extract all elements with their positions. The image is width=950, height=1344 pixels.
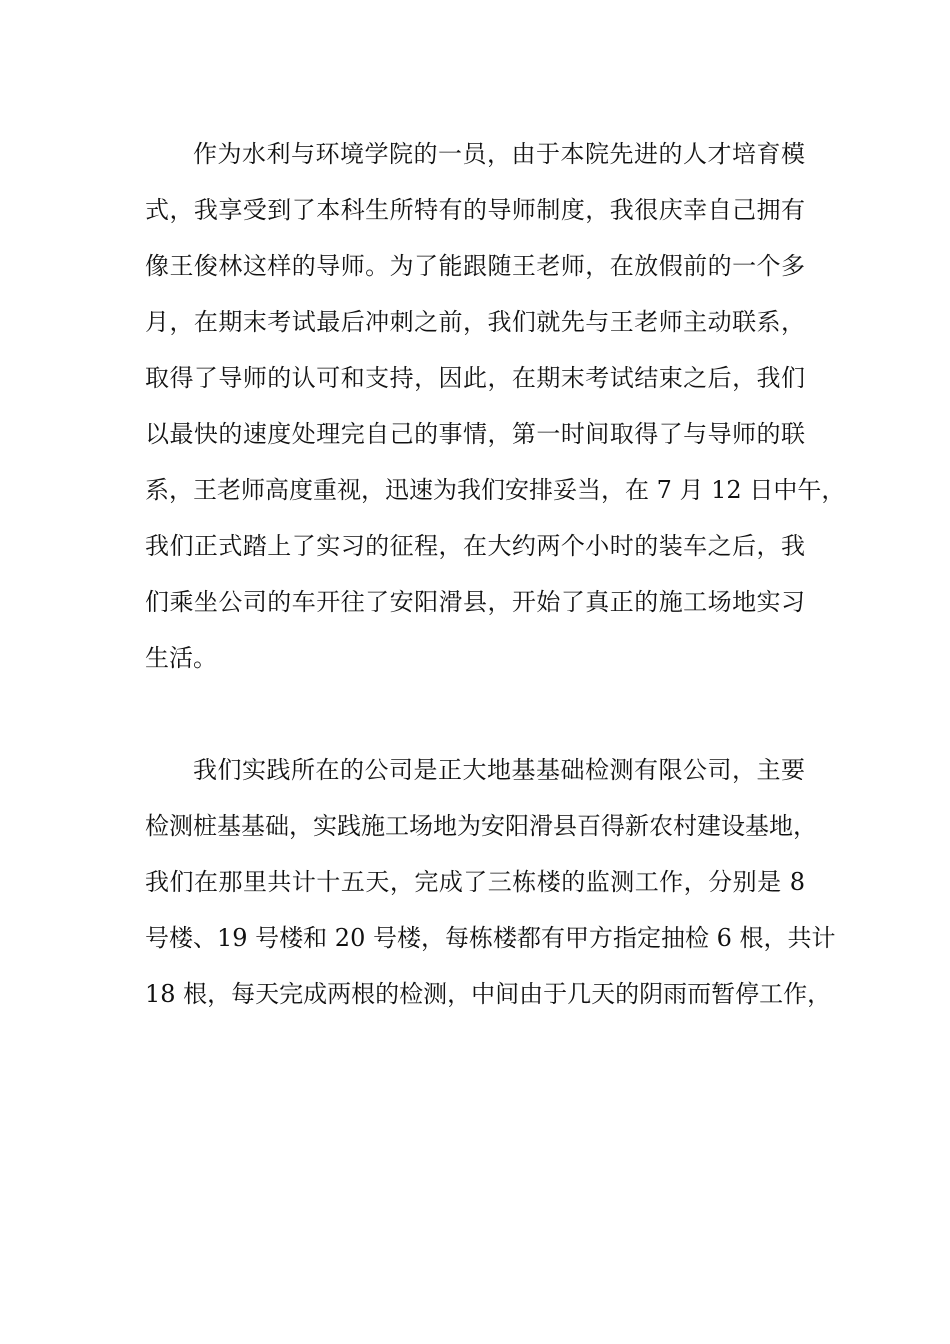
text-line: 式，我享受到了本科生所特有的导师制度，我很庆幸自己拥有 <box>145 196 805 224</box>
text-line: 我们在那里共计十五天，完成了三栋楼的监测工作，分别是 8 <box>145 868 805 896</box>
text-line: 18 根，每天完成两根的检测，中间由于几天的阴雨而暂停工作， <box>145 980 832 1008</box>
text-line: 我们实践所在的公司是正大地基基础检测有限公司，主要 <box>193 756 805 784</box>
text-line: 我们正式踏上了实习的征程，在大约两个小时的装车之后，我 <box>145 532 805 560</box>
text-line: 检测桩基基础，实践施工场地为安阳滑县百得新农村建设基地， <box>145 812 817 840</box>
text-line: 取得了导师的认可和支持，因此，在期末考试结束之后，我们 <box>145 364 805 392</box>
text-line: 系，王老师高度重视，迅速为我们安排妥当，在 7 月 12 日中午， <box>145 476 846 504</box>
text-line: 作为水利与环境学院的一员，由于本院先进的人才培育模 <box>193 140 805 168</box>
text-line: 月，在期末考试最后冲刺之前，我们就先与王老师主动联系， <box>145 308 805 336</box>
text-line: 生活。 <box>145 644 217 672</box>
text-line: 以最快的速度处理完自己的事情，第一时间取得了与导师的联 <box>145 420 805 448</box>
text-line: 号楼、19 号楼和 20 号楼，每栋楼都有甲方指定抽检 6 根，共计 <box>145 924 836 952</box>
text-line: 像王俊林这样的导师。为了能跟随王老师，在放假前的一个多 <box>145 252 805 280</box>
text-line: 们乘坐公司的车开往了安阳滑县，开始了真正的施工场地实习 <box>145 588 805 616</box>
